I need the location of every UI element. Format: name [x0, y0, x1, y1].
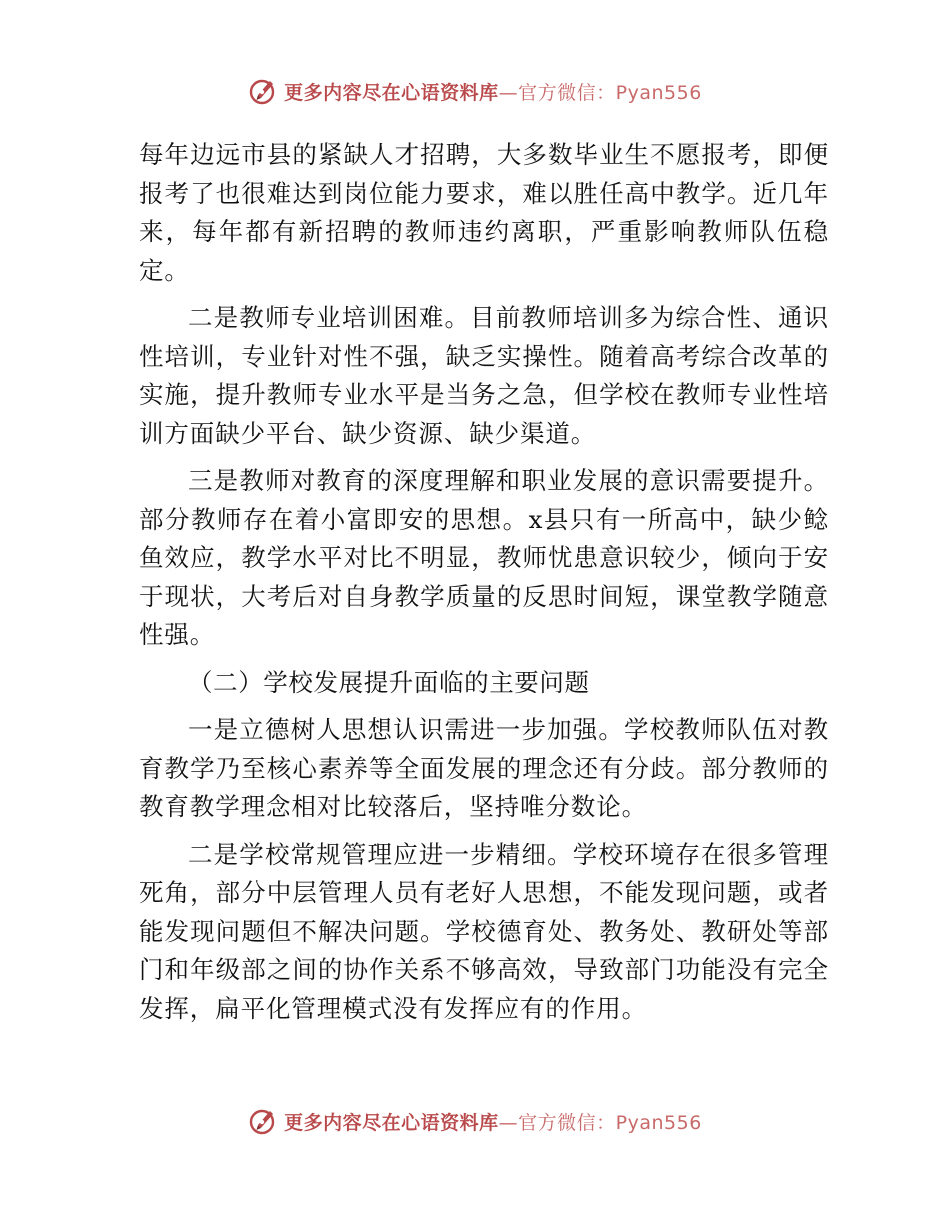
header-watermark-secondary: —官方微信：Pyan556 [498, 81, 702, 104]
header-watermark-primary: 更多内容尽在心语资料库 [284, 81, 499, 104]
footer-watermark-secondary: —官方微信：Pyan556 [498, 1111, 702, 1134]
paragraph-teacher-training: 二是教师专业培训困难。目前教师培训多为综合性、通识性培训，专业针对性不强，缺乏实操性。随着高考综合改革的实施，提升教师专业水平是当务之急，但学校在教师专业性培训方面缺少平台、缺少资源、缺少渠道。 [139, 303, 829, 448]
document-body [139, 136, 829, 1037]
seal-pen-logo-icon [248, 76, 278, 106]
footer-watermark-text [284, 1108, 702, 1135]
paragraph-continuation: 每年边远市县的紧缺人才招聘，大多数毕业生不愿报考，即便报考了也很难达到岗位能力要求，难以胜任高中教学。近几年来，每年都有新招聘的教师违约离职，严重影响教师队伍稳定。 [139, 140, 829, 285]
header-watermark-text [284, 78, 702, 105]
header-watermark-banner [0, 71, 950, 111]
seal-pen-logo-icon [248, 1106, 278, 1136]
paragraph-moral-education: 一是立德树人思想认识需进一步加强。学校教师队伍对教育教学乃至核心素养等全面发展的理念还有分歧。部分教师的教育教学理念相对比较落后，坚持唯分数论。 [139, 715, 829, 821]
paragraph-routine-management: 二是学校常规管理应进一步精细。学校环境存在很多管理死角，部分中层管理人员有老好人思想，不能发现问题，或者能发现问题但不解决问题。学校德育处、教务处、教研处等部门和年级部之间的协作关系不够高效，导致部门功能没有完全发挥，扁平化管理模式没有发挥应有的作用。 [139, 839, 829, 1023]
section-heading: （二）学校发展提升面临的主要问题 [188, 667, 590, 697]
footer-watermark-primary: 更多内容尽在心语资料库 [284, 1111, 499, 1134]
paragraph-teacher-awareness: 三是教师对教育的深度理解和职业发展的意识需要提升。部分教师存在着小富即安的思想。x县只有一所高中，缺少鲶鱼效应，教学水平对比不明显，教师忧患意识较少，倾向于安于现状，大考后对自身教学质量的反思时间短，课堂教学随意性强。 [139, 466, 829, 649]
footer-watermark-banner [0, 1101, 950, 1141]
